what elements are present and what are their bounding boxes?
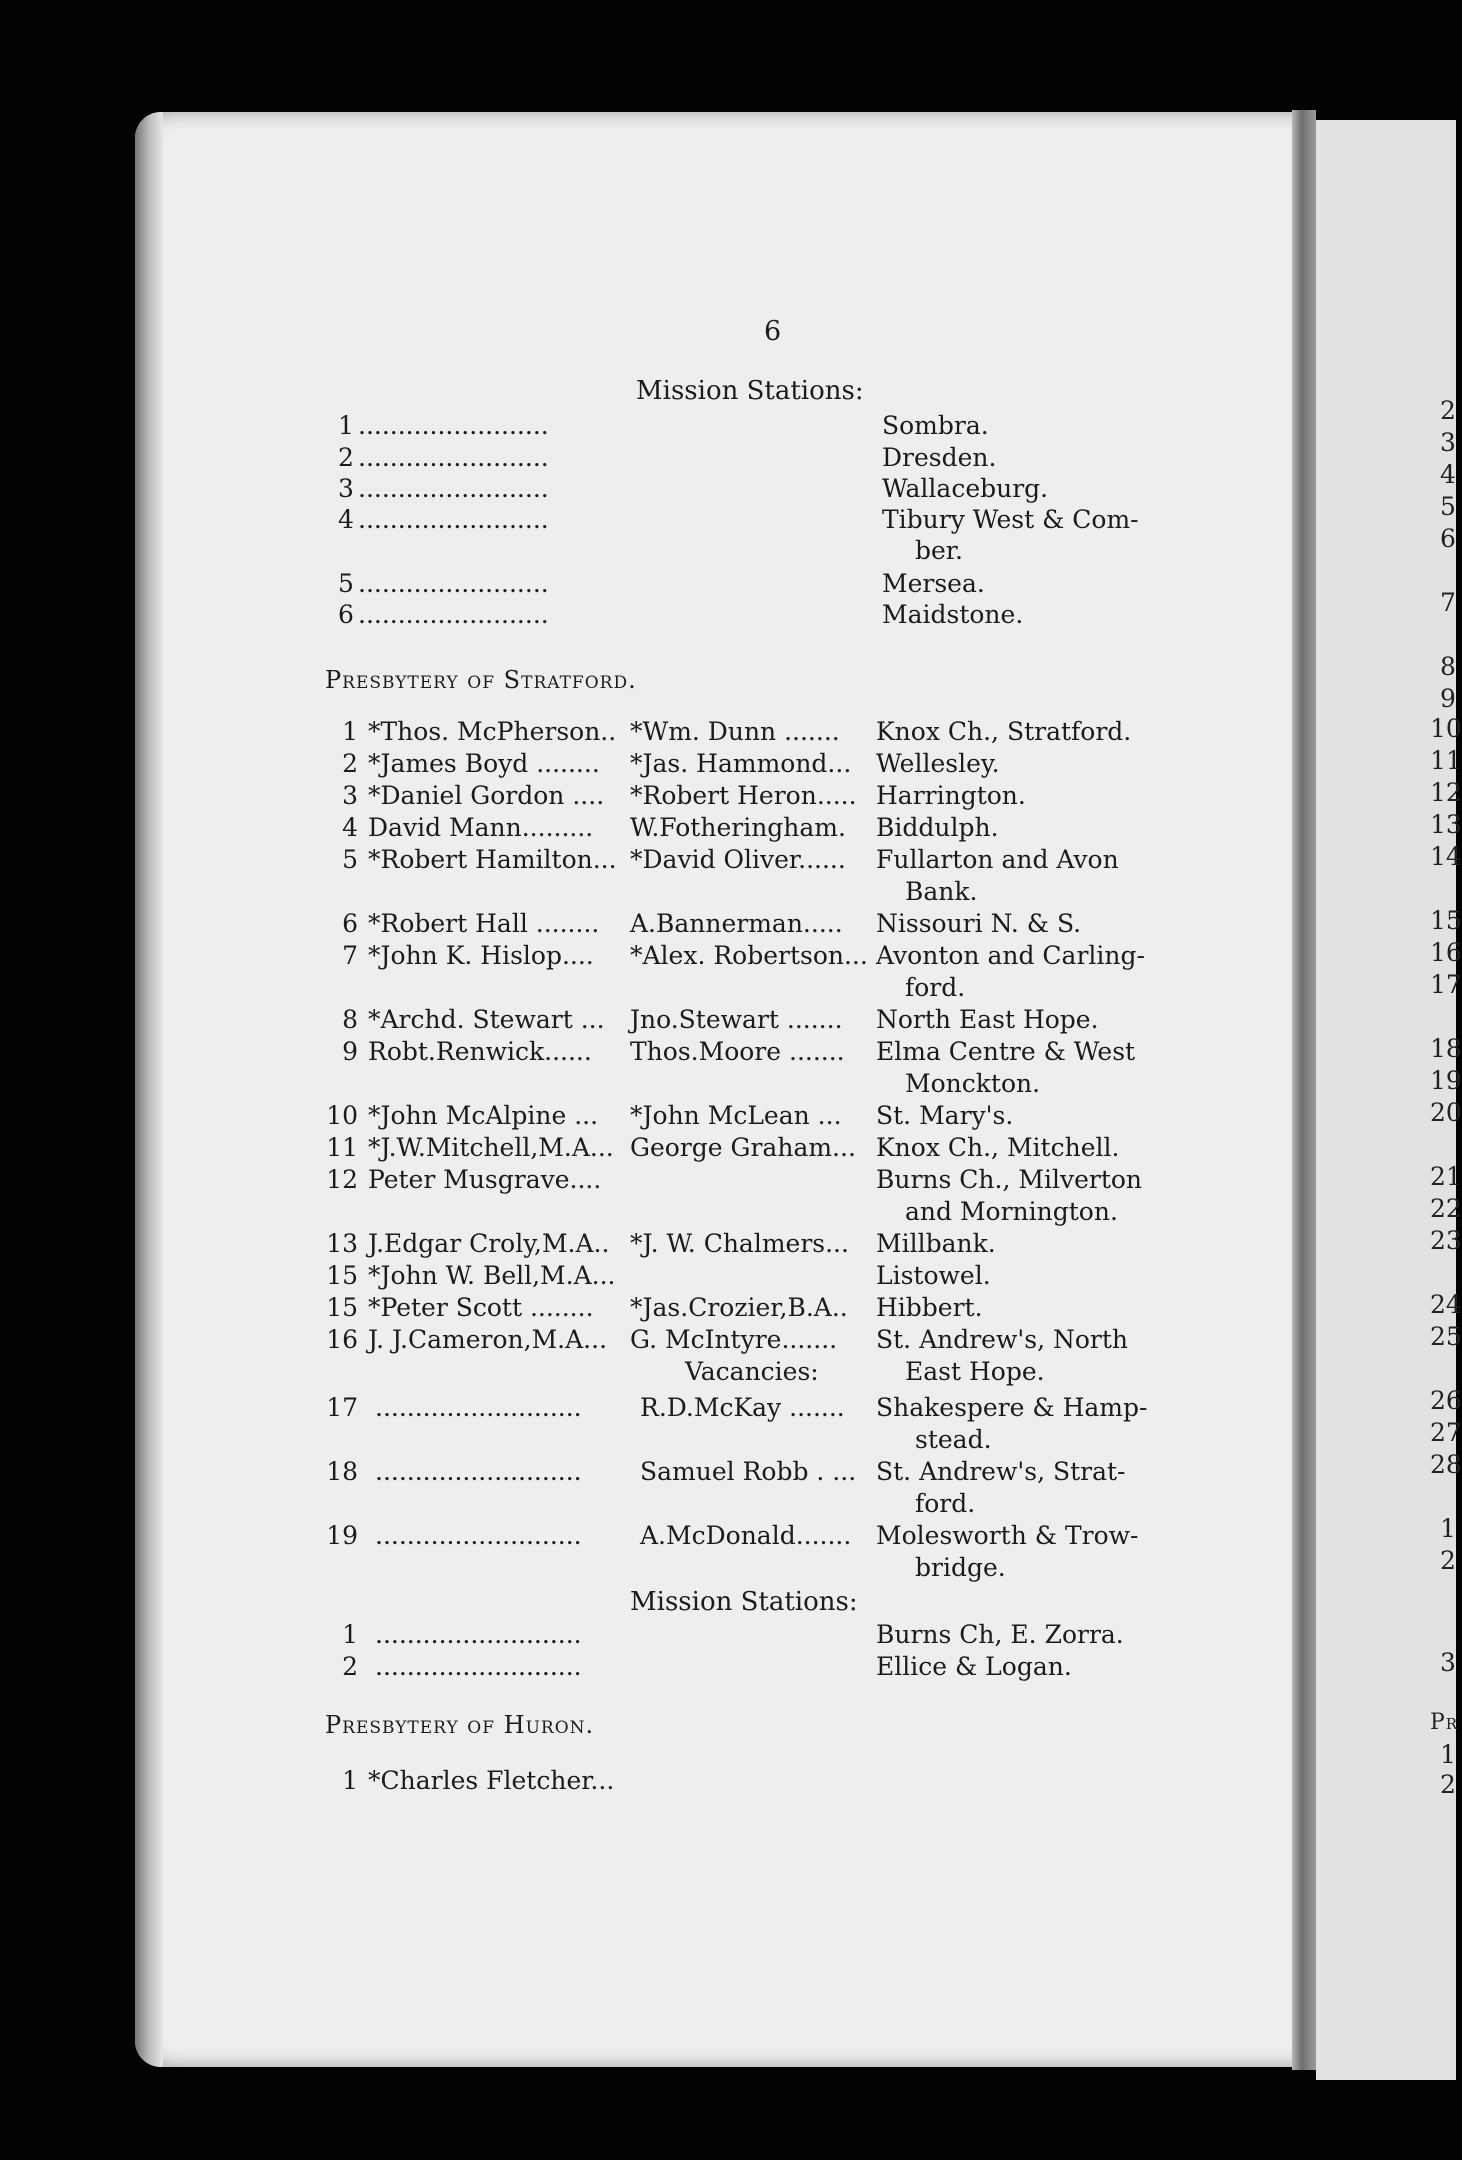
- row-number: 13: [326, 1229, 358, 1258]
- row-number: 1: [342, 1766, 358, 1795]
- adjacent-page-row-number: 18: [1430, 1034, 1462, 1063]
- congregation-place-cont: Monckton.: [905, 1069, 1041, 1098]
- congregation-place: Burns Ch., Milverton: [876, 1165, 1143, 1194]
- row-number: 16: [326, 1325, 358, 1354]
- minister-name: *Robert Hall ........: [368, 909, 600, 938]
- congregation-place-cont: East Hope.: [905, 1357, 1045, 1386]
- adjacent-page-row-number: 28: [1430, 1450, 1462, 1479]
- elder-name: *Jas. Hammond...: [630, 749, 852, 778]
- elder-name: Thos.Moore .......: [630, 1037, 845, 1066]
- elder-name: George Graham...: [630, 1133, 856, 1162]
- page-number: 6: [764, 316, 782, 347]
- mission-station-name: Burns Ch, E. Zorra.: [876, 1620, 1124, 1649]
- mission-stations-heading: Mission Stations:: [636, 376, 864, 406]
- mission-number: 4: [338, 505, 354, 534]
- adjacent-page-row-number: 7: [1440, 588, 1456, 617]
- mission-station-name-cont: ber.: [915, 536, 963, 565]
- elder-name: *Robert Heron.....: [630, 781, 857, 810]
- mission-station-name: Dresden.: [882, 443, 997, 472]
- adjacent-page-heading-fragment: Pr: [1430, 1710, 1459, 1735]
- dot-leader: ..........................: [375, 1620, 582, 1649]
- minister-name: *John McAlpine ...: [368, 1101, 599, 1130]
- congregation-place: Molesworth & Trow-: [876, 1521, 1139, 1550]
- minister-name: Peter Musgrave....: [368, 1165, 602, 1194]
- row-number: 12: [326, 1165, 358, 1194]
- mission-number: 6: [338, 600, 354, 629]
- adjacent-page-row-number: 2: [1440, 1546, 1456, 1575]
- elder-name: A.Bannerman.....: [630, 909, 843, 938]
- adjacent-page-row-number: 20: [1430, 1098, 1462, 1127]
- congregation-place: North East Hope.: [876, 1005, 1099, 1034]
- congregation-place: Avonton and Carling-: [876, 941, 1145, 970]
- minister-name: *Peter Scott ........: [368, 1293, 594, 1322]
- page-gutter-shadow: [135, 112, 163, 2067]
- mission-station-name: Mersea.: [882, 569, 985, 598]
- minister-name: *J.W.Mitchell,M.A...: [368, 1133, 614, 1162]
- mission-number: 1: [342, 1620, 358, 1649]
- row-number: 6: [342, 909, 358, 938]
- mission-number: 1: [338, 411, 354, 440]
- minister-name: *John W. Bell,M.A...: [368, 1261, 616, 1290]
- adjacent-page-row-number: 23: [1430, 1226, 1462, 1255]
- congregation-place: Wellesley.: [876, 749, 1000, 778]
- congregation-place-cont: ford.: [915, 1489, 976, 1518]
- mission-station-name: Sombra.: [882, 411, 989, 440]
- congregation-place: Knox Ch., Stratford.: [876, 717, 1132, 746]
- minister-name: *Robert Hamilton...: [368, 845, 617, 874]
- adjacent-page-row-number: 26: [1430, 1386, 1462, 1415]
- dot-leader: ........................: [358, 474, 549, 503]
- mission-station-name: Wallaceburg.: [882, 474, 1049, 503]
- row-number: 1: [342, 717, 358, 746]
- adjacent-page-row-number: 21: [1430, 1162, 1462, 1191]
- congregation-place: Elma Centre & West: [876, 1037, 1136, 1066]
- adjacent-page-row-number: 1: [1440, 1740, 1456, 1769]
- vacancies-heading: Vacancies:: [685, 1357, 819, 1386]
- row-number: 4: [342, 813, 358, 842]
- adjacent-page-row-number: 8: [1440, 652, 1456, 681]
- adjacent-page-row-number: 25: [1430, 1322, 1462, 1351]
- mission-number: 3: [338, 474, 354, 503]
- elder-name: W.Fotheringham.: [630, 813, 846, 842]
- elder-name: *David Oliver......: [630, 845, 846, 874]
- congregation-place: Nissouri N. & S.: [876, 909, 1082, 938]
- elder-name: G. McIntyre.......: [630, 1325, 838, 1354]
- elder-name: *Alex. Robertson...: [630, 941, 868, 970]
- congregation-place: Biddulph.: [876, 813, 999, 842]
- mission-number: 2: [338, 443, 354, 472]
- dot-leader: ..........................: [375, 1521, 582, 1550]
- row-number: 3: [342, 781, 358, 810]
- mission-station-name: Tibury West & Com-: [882, 505, 1139, 534]
- row-number: 8: [342, 1005, 358, 1034]
- adjacent-page-row-number: 22: [1430, 1194, 1462, 1223]
- adjacent-page-row-number: 15: [1430, 906, 1462, 935]
- adjacent-page-row-number: 1: [1440, 1514, 1456, 1543]
- row-number: 15: [326, 1261, 358, 1290]
- dot-leader: ........................: [358, 443, 549, 472]
- mission-stations-heading-2: Mission Stations:: [630, 1587, 858, 1617]
- dot-leader: ........................: [358, 411, 549, 440]
- congregation-place-cont: Bank.: [905, 877, 978, 906]
- row-number: 5: [342, 845, 358, 874]
- minister-name: *Thos. McPherson..: [368, 717, 617, 746]
- adjacent-page-row-number: 10: [1430, 714, 1462, 743]
- dot-leader: ..........................: [375, 1457, 582, 1486]
- presbytery-heading-stratford: Presbytery of Stratford.: [325, 666, 637, 694]
- congregation-place-cont: ford.: [905, 973, 966, 1002]
- adjacent-page-row-number: 19: [1430, 1066, 1462, 1095]
- minister-name: Robt.Renwick......: [368, 1037, 592, 1066]
- page-fold-divider: [1292, 110, 1316, 2070]
- adjacent-page-row-number: 12: [1430, 778, 1462, 807]
- dot-leader: ..........................: [375, 1652, 582, 1681]
- mission-number: 2: [342, 1652, 358, 1681]
- minister-name: *John K. Hislop....: [368, 941, 594, 970]
- minister-name: *Daniel Gordon ....: [368, 781, 605, 810]
- adjacent-page-row-number: 14: [1430, 842, 1462, 871]
- row-number: 15: [326, 1293, 358, 1322]
- dot-leader: ........................: [358, 569, 549, 598]
- mission-station-name: Maidstone.: [882, 600, 1024, 629]
- adjacent-page-row-number: 3: [1440, 1648, 1456, 1677]
- adjacent-page-row-number: 11: [1430, 746, 1462, 775]
- minister-name: David Mann.........: [368, 813, 594, 842]
- minister-name: *James Boyd ........: [368, 749, 600, 778]
- congregation-place: Fullarton and Avon: [876, 845, 1119, 874]
- dot-leader: ..........................: [375, 1393, 582, 1422]
- mission-number: 5: [338, 569, 354, 598]
- dot-leader: ........................: [358, 505, 549, 534]
- mission-station-name: Ellice & Logan.: [876, 1652, 1072, 1681]
- row-number: 7: [342, 941, 358, 970]
- minister-name: *Charles Fletcher...: [368, 1766, 615, 1795]
- congregation-place-cont: stead.: [915, 1425, 992, 1454]
- congregation-place-cont: bridge.: [915, 1553, 1006, 1582]
- congregation-place-cont: and Mornington.: [905, 1197, 1118, 1226]
- adjacent-page-row-number: 2: [1440, 1770, 1456, 1799]
- elder-name: Samuel Robb . ...: [640, 1457, 857, 1486]
- elder-name: *J. W. Chalmers...: [630, 1229, 849, 1258]
- adjacent-page-row-number: 13: [1430, 810, 1462, 839]
- adjacent-page-row-number: 2: [1440, 396, 1456, 425]
- row-number: 17: [326, 1393, 358, 1422]
- elder-name: A.McDonald.......: [640, 1521, 852, 1550]
- elder-name: Jno.Stewart .......: [630, 1005, 843, 1034]
- elder-name: *John McLean ...: [630, 1101, 842, 1130]
- congregation-place: Hibbert.: [876, 1293, 983, 1322]
- adjacent-page-row-number: 3: [1440, 428, 1456, 457]
- elder-name: R.D.McKay .......: [640, 1393, 845, 1422]
- adjacent-page-row-number: 24: [1430, 1290, 1462, 1319]
- adjacent-page-row-number: 5: [1440, 492, 1456, 521]
- adjacent-page-row-number: 4: [1440, 460, 1456, 489]
- minister-name: J.Edgar Croly,M.A..: [368, 1229, 610, 1258]
- row-number: 10: [326, 1101, 358, 1130]
- row-number: 9: [342, 1037, 358, 1066]
- adjacent-page-row-number: 16: [1430, 938, 1462, 967]
- elder-name: *Jas.Crozier,B.A..: [630, 1293, 848, 1322]
- adjacent-page-row-number: 6: [1440, 524, 1456, 553]
- congregation-place: Harrington.: [876, 781, 1026, 810]
- congregation-place: Shakespere & Hamp-: [876, 1393, 1148, 1422]
- congregation-place: St. Andrew's, North: [876, 1325, 1128, 1354]
- congregation-place: Knox Ch., Mitchell.: [876, 1133, 1120, 1162]
- congregation-place: Millbank.: [876, 1229, 996, 1258]
- adjacent-page-row-number: 17: [1430, 970, 1462, 999]
- congregation-place: Listowel.: [876, 1261, 991, 1290]
- row-number: 18: [326, 1457, 358, 1486]
- adjacent-page-row-number: 9: [1440, 684, 1456, 713]
- congregation-place: St. Mary's.: [876, 1101, 1014, 1130]
- congregation-place: St. Andrew's, Strat-: [876, 1457, 1126, 1486]
- row-number: 2: [342, 749, 358, 778]
- minister-name: *Archd. Stewart ...: [368, 1005, 605, 1034]
- row-number: 19: [326, 1521, 358, 1550]
- dot-leader: ........................: [358, 600, 549, 629]
- minister-name: J. J.Cameron,M.A...: [368, 1325, 608, 1354]
- elder-name: *Wm. Dunn .......: [630, 717, 840, 746]
- adjacent-page-row-number: 27: [1430, 1418, 1462, 1447]
- row-number: 11: [326, 1133, 358, 1162]
- presbytery-heading-huron: Presbytery of Huron.: [325, 1711, 595, 1739]
